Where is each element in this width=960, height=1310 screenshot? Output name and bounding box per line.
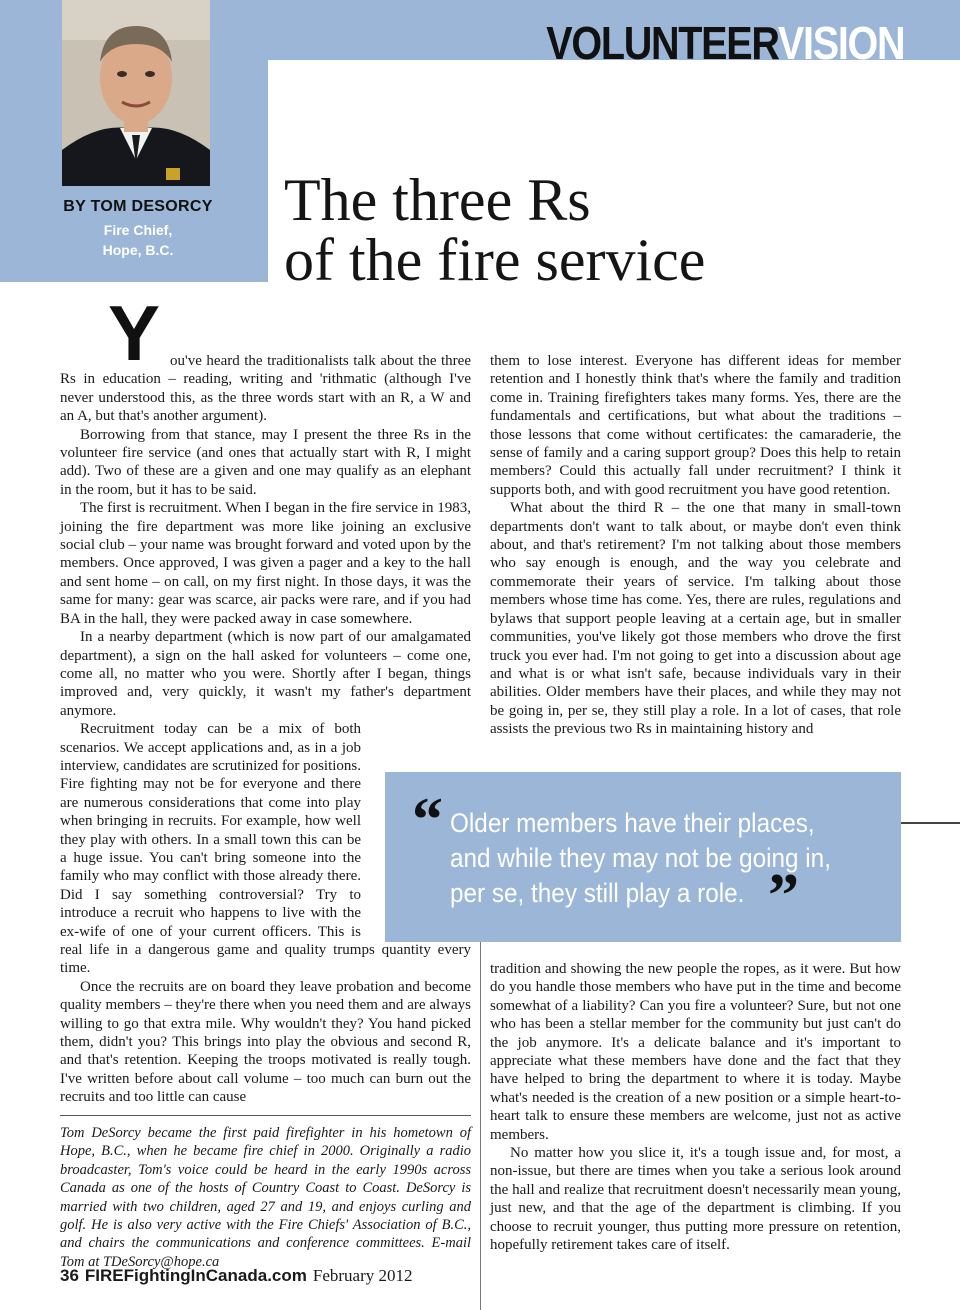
pull-quote-text: Older members have their places, and while they may not be going in, per se, they still play a role.: [450, 808, 831, 908]
article-column-2: [490, 352, 901, 739]
paragraph: Recruitment today can be a mix of both scenarios. We accept applications and, as in a job interview, candidates are scrutinized for positions. Fire fighting may not be for everyone and there are numerous considerations that come into play when bringing in recruits. For example, how well they play with others. In a small town this can be a huge issue. You can't bring someone into the family who may conflict with those already there. Did I say something controversial? Try to introduce a recruit who happens to live with the ex-wife of one of your current officers. This is real life in a dangerous game and quality trumps quantity every time.: [60, 721, 471, 977]
author-role-line2: Hope, B.C.: [102, 242, 174, 258]
paragraph: No matter how you slice it, it's a tough issue and, for most, a non-issue, but there are times when you take a serious look around the hall and realize that recruitment doesn't necessarily mean young, just new, and that the age of the department is climbing. If you choose to recruit younger, thus putting more pressure on retention, hopefully retirement takes care of itself.: [490, 1145, 901, 1254]
bio-rule: [60, 1115, 471, 1116]
paragraph: Borrowing from that stance, may I present the three Rs in the volunteer fire service (and ones that actually start with R, I might add). Two of these are a given and one may qualify as an elephant in the room, but it has to be said.: [60, 426, 471, 498]
article-column-1: [60, 289, 471, 1107]
paragraph: The first is recruitment. When I began in the fire service in 1983, joining the fire department was more like joining an exclusive social club – your name was brought forward and voted upon by the members. Once approved, I was given a pager and a key to the hall and sent home – on call, on my first night. In those days, it was the same for many: gear was scarce, air packs were rare, and if you had BA in the hall, they were packed away in case somewhere.: [60, 500, 471, 627]
pull-quote-rule: [901, 822, 960, 824]
headline-line2: of the fire service: [284, 227, 706, 293]
byline: [0, 198, 276, 260]
page-footer: [60, 1266, 413, 1286]
column-divider: [480, 942, 481, 1310]
author-role-line1: Fire Chief,: [103, 222, 173, 238]
issue-date: February 2012: [312, 1266, 413, 1285]
brand-volunteer: VOLUNTEER: [545, 17, 778, 69]
section-brand: [546, 18, 904, 68]
drop-cap: Y: [108, 289, 161, 377]
article-column-3: [490, 960, 901, 1255]
close-quote-mark: ”: [768, 862, 799, 930]
paragraph: tradition and showing the new people the ropes, as it were. But how do you handle those members who have put in the time and become somewhat of a liability? Can you fire a volunteer? Sure, but not one who has been a stellar member for the community but just can't do the job anymore. It's a delicate balance and it's important to appreciate what these members have done and the fact that they have helped to bring the department to where it is today. Maybe what's needed is the creation of a new position or a simple heart-to-heart talk to ensure these members are welcome, just not as active members.: [490, 961, 901, 1143]
paragraph: In a nearby department (which is now part of our amalgamated department), a sign on the hall asked for volunteers – come one, come all, no matter who you were. Shortly after I began, things improved and, very quickly, it wasn't my father's department anymore.: [60, 629, 471, 719]
headline-line1: The three Rs: [284, 167, 591, 233]
paragraph: What about the third R – the one that many in small-town departments don't want to talk about, or maybe don't even think about, and that's retirement? I'm not talking about those members who say enough is enough, and the way you celebrate and commemorate their years of service. I'm talking about those members whose time has come. Yes, there are rules, regulations and bylaws that support people leaving at a certain age, but in smaller communities, you've likely got those members who drove the first truck you ever had. I'm not going to get into a discussion about age and what is or what isn't safe, because individuals vary in their abilities. Older members have their places, and while they may not be going in, per se, they still play a role. In a lot of cases, that role assists the previous two Rs in maintaining history and: [490, 500, 901, 738]
author-name: BY TOM DESORCY: [63, 198, 213, 215]
open-quote-mark: “: [412, 786, 443, 854]
author-photo: [62, 0, 210, 186]
author-bio: Tom DeSorcy became the first paid firefighter in his hometown of Hope, B.C., when he became fire chief in 2000. Originally a radio broadcaster, Tom's voice could be heard in the early 1990s across Canada as one of the hosts of Country Coast to Coast. DeSorcy is married with two children, aged 27 and 19, and enjoys curling and golf. He is also very active with the Fire Chiefs' Association of B.C., and chairs the communications and conference committees. E-mail Tom at TDeSorcy@hope.ca: [60, 1125, 471, 1270]
publication-site: FIREFightingInCanada.com: [84, 1266, 307, 1285]
paragraph: them to lose interest. Everyone has different ideas for member retention and I honestly think that's where the family and tradition come in. Training firefighters takes many forms. Yes, there are the fundamentals and certifications, but what about the traditions – those lessons that come without certificates: the camaraderie, the sense of family and a caring support group? Does this help to retain members? Could this actually fall under recruitment? I think it supports both, and with good recruitment you have good retention.: [490, 353, 901, 498]
page-number: 36: [60, 1266, 79, 1285]
article-headline: [284, 167, 924, 293]
paragraph-intro: You've heard the traditionalists talk about the three Rs in education – reading, writing and 'rithmatic (although I've never understood this, as the three words start with an R, a W and an A, but that's another argument).: [60, 289, 471, 425]
paragraph: Once the recruits are on board they leave probation and become quality members – they're there when you need them and are always willing to go that extra mile. Why wouldn't they? You hand picked them, didn't you? This brings into play the obvious and second R, and that's retention. Keeping the troops motivated is really tough. I've written before about call volume – too much can burn out the recruits and too little can cause: [60, 978, 471, 1106]
brand-vision: VISION: [777, 17, 904, 69]
